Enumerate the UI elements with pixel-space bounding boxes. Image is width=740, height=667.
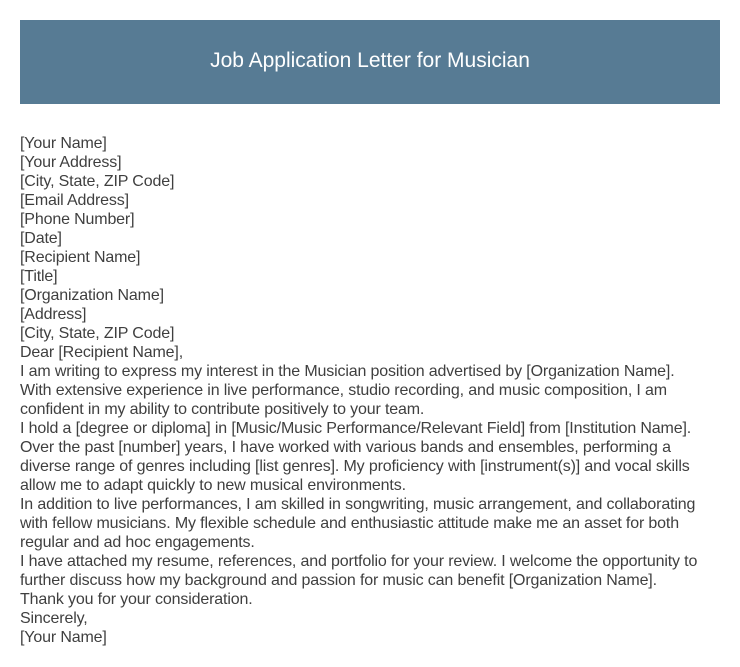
paragraph-line: further discuss how my background and passion for music can benefit [Organization Name]. — [20, 572, 657, 589]
letter-date: [Date] — [20, 230, 62, 247]
paragraph-line: In addition to live performances, I am skilled in songwriting, music arrangement, and collaborating — [20, 496, 696, 513]
sender-name: [Your Name] — [20, 135, 107, 152]
closing: Sincerely, — [20, 610, 88, 627]
page-title: Job Application Letter for Musician — [210, 49, 530, 72]
salutation: Dear [Recipient Name], — [20, 344, 183, 361]
recipient-address: [Address] — [20, 306, 87, 323]
paragraph-line: Thank you for your consideration. — [20, 591, 253, 608]
paragraph-line: regular and ad hoc engagements. — [20, 534, 255, 551]
recipient-block — [20, 248, 732, 343]
recipient-organization: [Organization Name] — [20, 287, 164, 304]
paragraph-line: with fellow musicians. My flexible schedule and enthusiastic attitude make me an asset for both — [20, 515, 679, 532]
recipient-city-state-zip: [City, State, ZIP Code] — [20, 325, 175, 342]
paragraph-line: I hold a [degree or diploma] in [Music/Music Performance/Relevant Field] from [Institution Name]. — [20, 420, 692, 437]
letter-body — [20, 134, 732, 647]
paragraph-line: I have attached my resume, references, and portfolio for your review. I welcome the opportunity to — [20, 553, 698, 570]
page-header — [20, 20, 720, 104]
sender-city-state-zip: [City, State, ZIP Code] — [20, 173, 175, 190]
sender-block — [20, 134, 732, 229]
paragraph-thanks — [20, 590, 732, 609]
paragraph-line: I am writing to express my interest in the Musician position advertised by [Organization Name]. — [20, 363, 675, 380]
paragraph-line: Over the past [number] years, I have worked with various bands and ensembles, performing a — [20, 439, 671, 456]
sender-email: [Email Address] — [20, 192, 129, 209]
sender-phone: [Phone Number] — [20, 211, 135, 228]
paragraph-line: With extensive experience in live performance, studio recording, and music composition, I am — [20, 382, 667, 399]
sender-address: [Your Address] — [20, 154, 122, 171]
paragraph-line: diverse range of genres including [list genres]. My proficiency with [instrument(s)] and vocal skills — [20, 458, 690, 475]
paragraph-line: confident in my ability to contribute positively to your team. — [20, 401, 425, 418]
signature: [Your Name] — [20, 629, 107, 646]
paragraph-education — [20, 419, 732, 495]
paragraph-attachments — [20, 552, 732, 590]
paragraph-skills — [20, 495, 732, 552]
recipient-title: [Title] — [20, 268, 58, 285]
recipient-name: [Recipient Name] — [20, 249, 141, 266]
paragraph-intro — [20, 362, 732, 419]
paragraph-line: allow me to adapt quickly to new musical environments. — [20, 477, 406, 494]
